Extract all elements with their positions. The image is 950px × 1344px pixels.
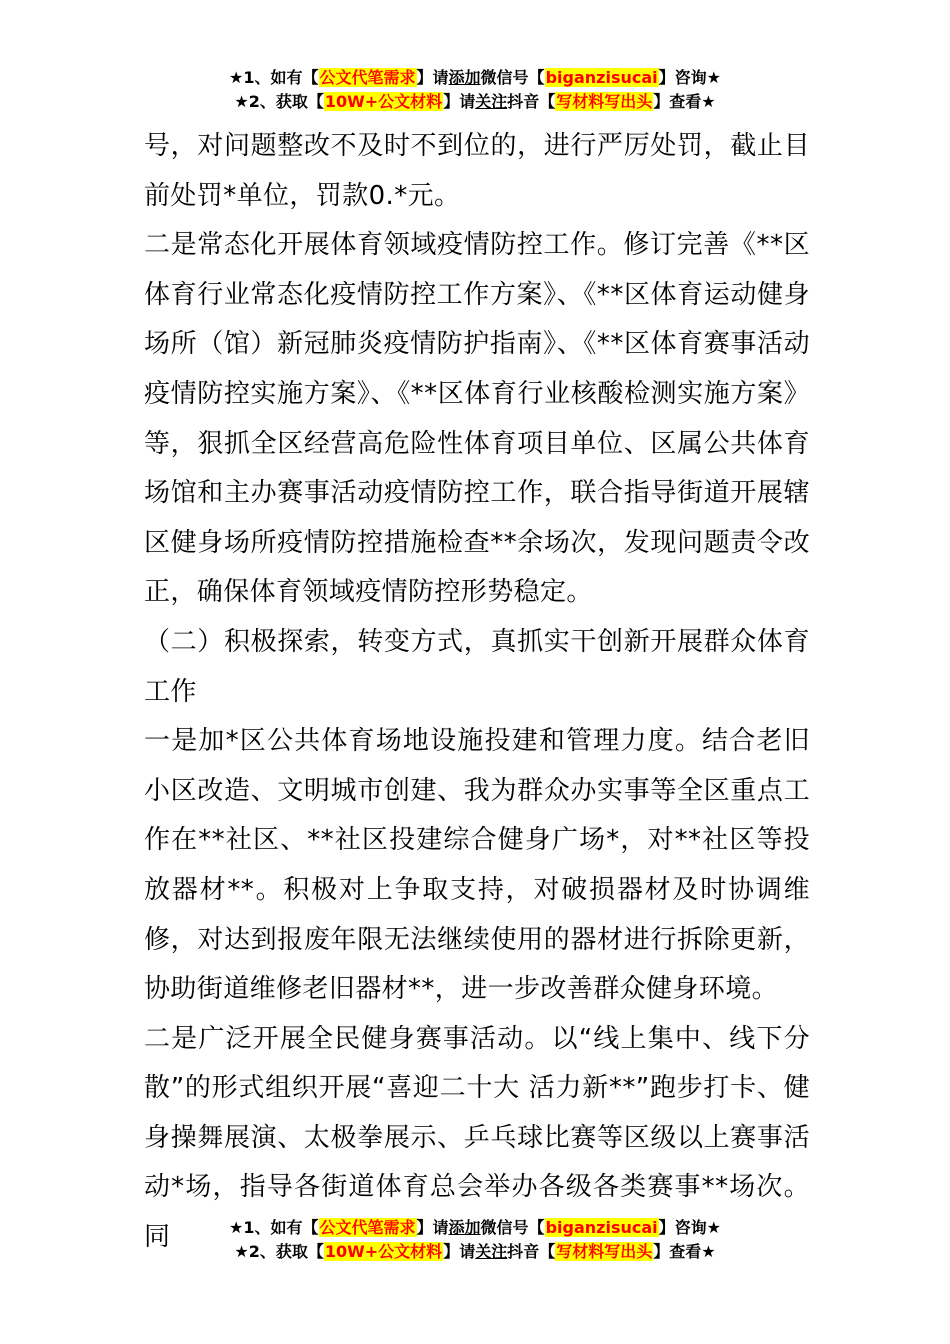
body-paragraph: 二是广泛开展全民健身赛事活动。以“线上集中、线下分散”的形式组织开展“喜迎二十大 活力新**”跑步打卡、健身操舞展演、太极拳展示、乒乓球比赛等区级以上赛事活动*场，指导各街道体育总会举办各级各类赛事**场次。同 (144, 1023, 810, 1253)
banner-text: ★1、如有【 (229, 1218, 319, 1237)
banner-text: 微信号【 (480, 1218, 545, 1237)
banner-highlight: 写材料写出头 (556, 92, 653, 111)
banner-text: 】请 (416, 68, 449, 87)
footer-banner-line-2 (0, 1240, 950, 1264)
banner-highlight: biganzisucai (545, 1218, 658, 1237)
banner-text: ★2、获取【 (234, 92, 324, 111)
banner-text: 抖音【 (507, 92, 556, 111)
document-body (144, 122, 810, 1263)
body-paragraph: 号，对问题整改不及时不到位的，进行严厉处罚，截止目前处罚*单位，罚款0.*元。 (144, 131, 810, 211)
banner-text: 抖音【 (507, 1242, 556, 1261)
banner-text: 微信号【 (480, 68, 545, 87)
banner-text: 】请 (416, 1218, 449, 1237)
banner-highlight: 写材料写出头 (556, 1242, 653, 1261)
banner-highlight: 公文代笔需求 (319, 1218, 416, 1237)
header-banner-line-1 (0, 66, 950, 90)
banner-underline: 添加 (448, 1218, 481, 1237)
banner-text: 】请 (443, 92, 476, 111)
banner-highlight: 10W+公文材料 (324, 92, 443, 111)
banner-text: 】请 (443, 1242, 476, 1261)
banner-text: 】查看★ (653, 92, 716, 111)
banner-underline: 关注 (475, 92, 508, 111)
banner-text: 】咨询★ (658, 1218, 721, 1237)
body-paragraph: 二是常态化开展体育领域疫情防控工作。修订完善《**区体育行业常态化疫情防控工作方案》、《**区体育运动健身场所（馆）新冠肺炎疫情防护指南》、《**区体育赛事活动疫情防控实施方案》、《**区体育行业核酸检测实施方案》等，狠抓全区经营高危险性体育项目单位、区属公共体育场馆和主办赛事活动疫情防控工作，联合指导街道开展辖区健身场所疫情防控措施检查**余场次，发现问题责令改正，确保体育领域疫情防控形势稳定。 (144, 230, 810, 608)
header-banner-line-2 (0, 90, 950, 114)
banner-text: ★1、如有【 (229, 68, 319, 87)
banner-highlight: biganzisucai (545, 68, 658, 87)
section-heading: （二）积极探索，转变方式，真抓实干创新开展群众体育工作 (144, 626, 810, 707)
banner-highlight: 10W+公文材料 (324, 1242, 443, 1261)
body-paragraph: 一是加*区公共体育场地设施投建和管理力度。结合老旧小区改造、文明城市创建、我为群众办实事等全区重点工作在**社区、**社区投建综合健身广场*，对**社区等投放器材**。积极对上争取支持，对破损器材及时协调维修，对达到报废年限无法继续使用的器材进行拆除更新，协助街道维修老旧器材**，进一步改善群众健身环境。 (144, 726, 810, 1005)
banner-text: 】查看★ (653, 1242, 716, 1261)
header-banner (0, 66, 950, 114)
banner-underline: 添加 (448, 68, 481, 87)
banner-underline: 关注 (475, 1242, 508, 1261)
banner-text: ★2、获取【 (234, 1242, 324, 1261)
banner-text: 】咨询★ (658, 68, 721, 87)
footer-banner-line-1 (0, 1216, 950, 1240)
footer-banner (0, 1216, 950, 1264)
banner-highlight: 公文代笔需求 (319, 68, 416, 87)
